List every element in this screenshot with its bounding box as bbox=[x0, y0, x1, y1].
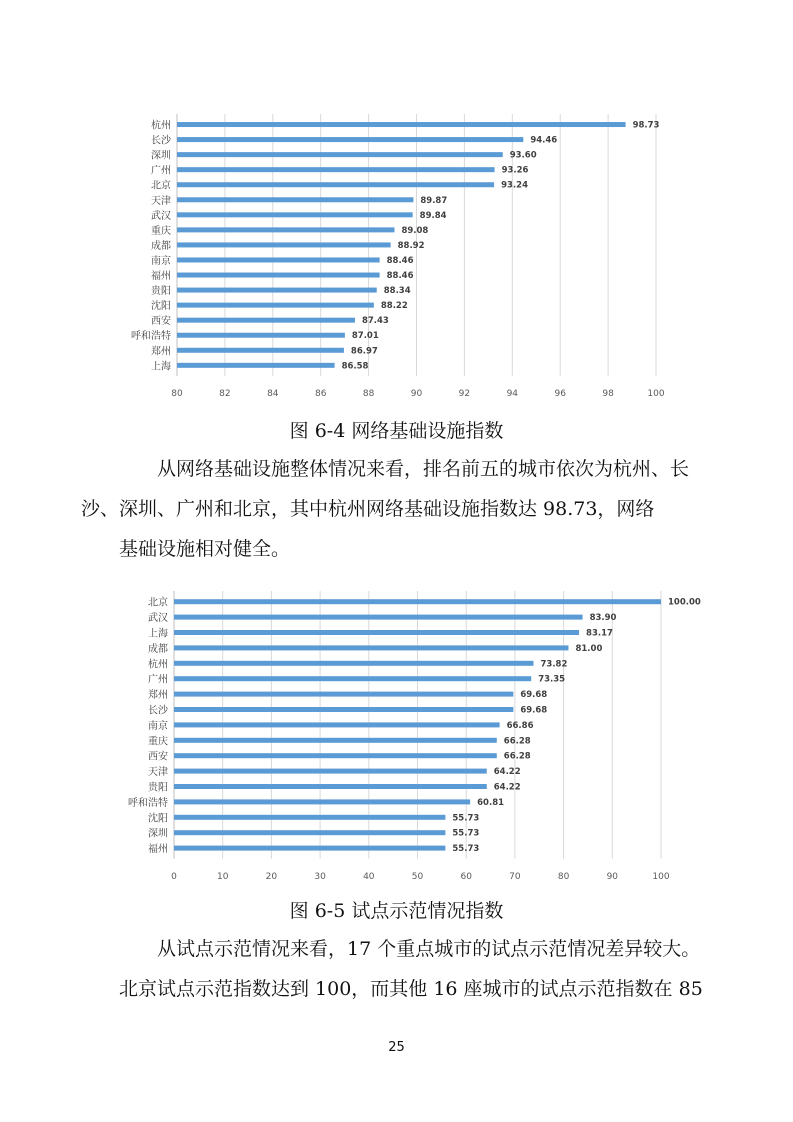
x-tick-label: 98 bbox=[602, 388, 614, 399]
paragraph-pilot-demonstration bbox=[119, 929, 703, 1009]
value-label: 93.60 bbox=[509, 150, 537, 161]
category-label: 郑州 bbox=[151, 346, 171, 358]
bar bbox=[174, 784, 487, 789]
bar bbox=[174, 738, 497, 743]
bar bbox=[177, 363, 335, 368]
bar bbox=[177, 137, 523, 142]
value-label: 60.81 bbox=[477, 797, 505, 808]
bar bbox=[177, 167, 495, 172]
value-label: 55.73 bbox=[452, 828, 480, 839]
x-tick-label: 100 bbox=[647, 388, 665, 399]
paragraph-line: 基础设施相对健全。 bbox=[119, 538, 291, 560]
category-label: 重庆 bbox=[151, 225, 171, 237]
bar bbox=[174, 769, 487, 774]
x-tick-label: 90 bbox=[606, 871, 619, 882]
bar bbox=[174, 599, 661, 604]
paragraph-line: 从试点示范情况来看，17 个重点城市的试点示范情况差异较大。 bbox=[157, 938, 701, 960]
paragraph-line: 沙、深圳、广州和北京，其中杭州网络基础设施指数达 98.73，网络 bbox=[81, 498, 655, 520]
x-tick-label: 88 bbox=[362, 388, 375, 399]
category-label: 郑州 bbox=[148, 690, 168, 702]
value-label: 88.46 bbox=[386, 271, 414, 282]
category-label: 西安 bbox=[151, 316, 171, 328]
value-label: 55.73 bbox=[452, 813, 480, 824]
x-tick-label: 40 bbox=[363, 871, 375, 882]
value-label: 73.35 bbox=[538, 674, 566, 685]
value-label: 89.08 bbox=[401, 225, 429, 236]
value-label: 100.00 bbox=[668, 597, 701, 608]
value-label: 81.00 bbox=[575, 643, 603, 654]
x-tick-label: 84 bbox=[267, 388, 279, 399]
category-label: 杭州 bbox=[151, 120, 171, 132]
category-label: 西安 bbox=[148, 751, 168, 763]
category-label: 深圳 bbox=[151, 150, 171, 162]
category-label: 广州 bbox=[151, 165, 171, 177]
bar bbox=[174, 753, 497, 758]
value-label: 86.58 bbox=[341, 361, 369, 372]
bar bbox=[174, 846, 445, 851]
category-label: 贵阳 bbox=[148, 782, 168, 794]
figure-caption-6-5: 图 6-5 试点示范情况指数 bbox=[289, 900, 504, 922]
x-tick-label: 70 bbox=[509, 871, 521, 882]
pilot-demonstration-chart bbox=[0, 588, 793, 888]
bar bbox=[177, 333, 345, 338]
bar bbox=[174, 676, 531, 681]
x-tick-label: 96 bbox=[554, 388, 566, 399]
value-label: 66.28 bbox=[503, 736, 531, 747]
bar bbox=[177, 273, 380, 278]
category-label: 天津 bbox=[151, 195, 171, 207]
bar bbox=[174, 615, 583, 620]
value-label: 94.46 bbox=[530, 135, 558, 146]
category-label: 重庆 bbox=[148, 736, 168, 748]
x-tick-label: 100 bbox=[652, 871, 670, 882]
page-number: 25 bbox=[388, 1040, 405, 1055]
bar bbox=[174, 722, 500, 727]
value-label: 64.22 bbox=[493, 782, 521, 793]
value-label: 88.46 bbox=[386, 255, 414, 266]
paragraph-line: 北京试点示范指数达到 100，而其他 16 座城市的试点示范指数在 85 bbox=[119, 978, 703, 1000]
value-label: 73.82 bbox=[540, 659, 568, 670]
category-label: 福州 bbox=[151, 271, 171, 283]
x-tick-label: 92 bbox=[458, 388, 471, 399]
category-label: 天津 bbox=[148, 767, 168, 779]
bar bbox=[177, 348, 344, 353]
bar bbox=[177, 122, 626, 127]
category-label: 广州 bbox=[148, 674, 168, 686]
category-label: 杭州 bbox=[148, 659, 168, 671]
bar bbox=[177, 318, 355, 323]
category-label: 深圳 bbox=[148, 828, 168, 840]
value-label: 64.22 bbox=[493, 767, 521, 778]
figure-caption-6-4: 图 6-4 网络基础设施指数 bbox=[289, 420, 504, 442]
paragraph-line: 从网络基础设施整体情况来看，排名前五的城市依次为杭州、长 bbox=[157, 458, 690, 480]
value-label: 88.92 bbox=[397, 240, 425, 251]
bar bbox=[177, 303, 374, 308]
category-label: 北京 bbox=[151, 180, 171, 192]
value-label: 98.73 bbox=[632, 120, 660, 131]
value-label: 66.86 bbox=[506, 720, 534, 731]
category-label: 贵阳 bbox=[151, 286, 171, 298]
value-label: 93.24 bbox=[501, 180, 528, 191]
x-tick-label: 20 bbox=[265, 871, 278, 882]
bar bbox=[174, 815, 445, 820]
x-tick-label: 86 bbox=[314, 388, 327, 399]
bar bbox=[177, 242, 391, 247]
category-label: 福州 bbox=[148, 844, 168, 856]
category-label: 北京 bbox=[148, 597, 168, 609]
bar bbox=[174, 661, 534, 666]
bar bbox=[174, 630, 579, 635]
bar bbox=[174, 707, 513, 712]
value-label: 93.26 bbox=[501, 165, 529, 176]
x-tick-label: 80 bbox=[557, 871, 570, 882]
value-label: 69.68 bbox=[520, 690, 548, 701]
value-label: 83.90 bbox=[589, 613, 617, 624]
value-label: 55.73 bbox=[452, 844, 480, 855]
bar bbox=[174, 799, 470, 804]
value-label: 88.34 bbox=[383, 286, 411, 297]
bar bbox=[174, 830, 445, 835]
x-tick-label: 94 bbox=[506, 388, 519, 399]
bar bbox=[174, 645, 568, 650]
x-tick-label: 90 bbox=[410, 388, 423, 399]
value-label: 83.17 bbox=[586, 628, 613, 639]
category-label: 呼和浩特 bbox=[128, 797, 168, 809]
bar bbox=[177, 212, 413, 217]
bar bbox=[177, 182, 494, 187]
category-label: 沈阳 bbox=[151, 301, 171, 313]
category-label: 武汉 bbox=[148, 613, 168, 625]
bar bbox=[177, 288, 377, 293]
x-tick-label: 0 bbox=[171, 871, 177, 882]
bar bbox=[177, 227, 394, 232]
x-tick-label: 10 bbox=[216, 871, 229, 882]
category-label: 沈阳 bbox=[148, 813, 168, 825]
x-tick-label: 30 bbox=[314, 871, 326, 882]
paragraph-network-infrastructure bbox=[81, 449, 690, 569]
x-tick-label: 60 bbox=[460, 871, 472, 882]
bar bbox=[174, 692, 513, 697]
category-label: 呼和浩特 bbox=[131, 331, 171, 343]
category-label: 武汉 bbox=[151, 210, 171, 222]
value-label: 89.84 bbox=[419, 210, 447, 221]
x-tick-label: 80 bbox=[171, 388, 183, 399]
value-label: 87.43 bbox=[361, 316, 389, 327]
value-label: 87.01 bbox=[351, 331, 379, 342]
bar bbox=[177, 257, 380, 262]
category-label: 南京 bbox=[148, 720, 168, 732]
bar bbox=[177, 197, 413, 202]
value-label: 88.22 bbox=[380, 301, 408, 312]
category-label: 上海 bbox=[148, 628, 168, 640]
category-label: 南京 bbox=[151, 255, 171, 267]
x-tick-label: 50 bbox=[411, 871, 424, 882]
value-label: 89.87 bbox=[420, 195, 448, 206]
bar bbox=[177, 152, 503, 157]
x-tick-label: 82 bbox=[219, 388, 231, 399]
category-label: 长沙 bbox=[151, 135, 171, 147]
value-label: 69.68 bbox=[520, 705, 548, 716]
category-label: 长沙 bbox=[148, 705, 168, 717]
value-label: 86.97 bbox=[350, 346, 378, 357]
category-label: 成都 bbox=[151, 240, 171, 252]
value-label: 66.28 bbox=[503, 751, 531, 762]
category-label: 成都 bbox=[148, 643, 168, 655]
category-label: 上海 bbox=[151, 361, 171, 373]
